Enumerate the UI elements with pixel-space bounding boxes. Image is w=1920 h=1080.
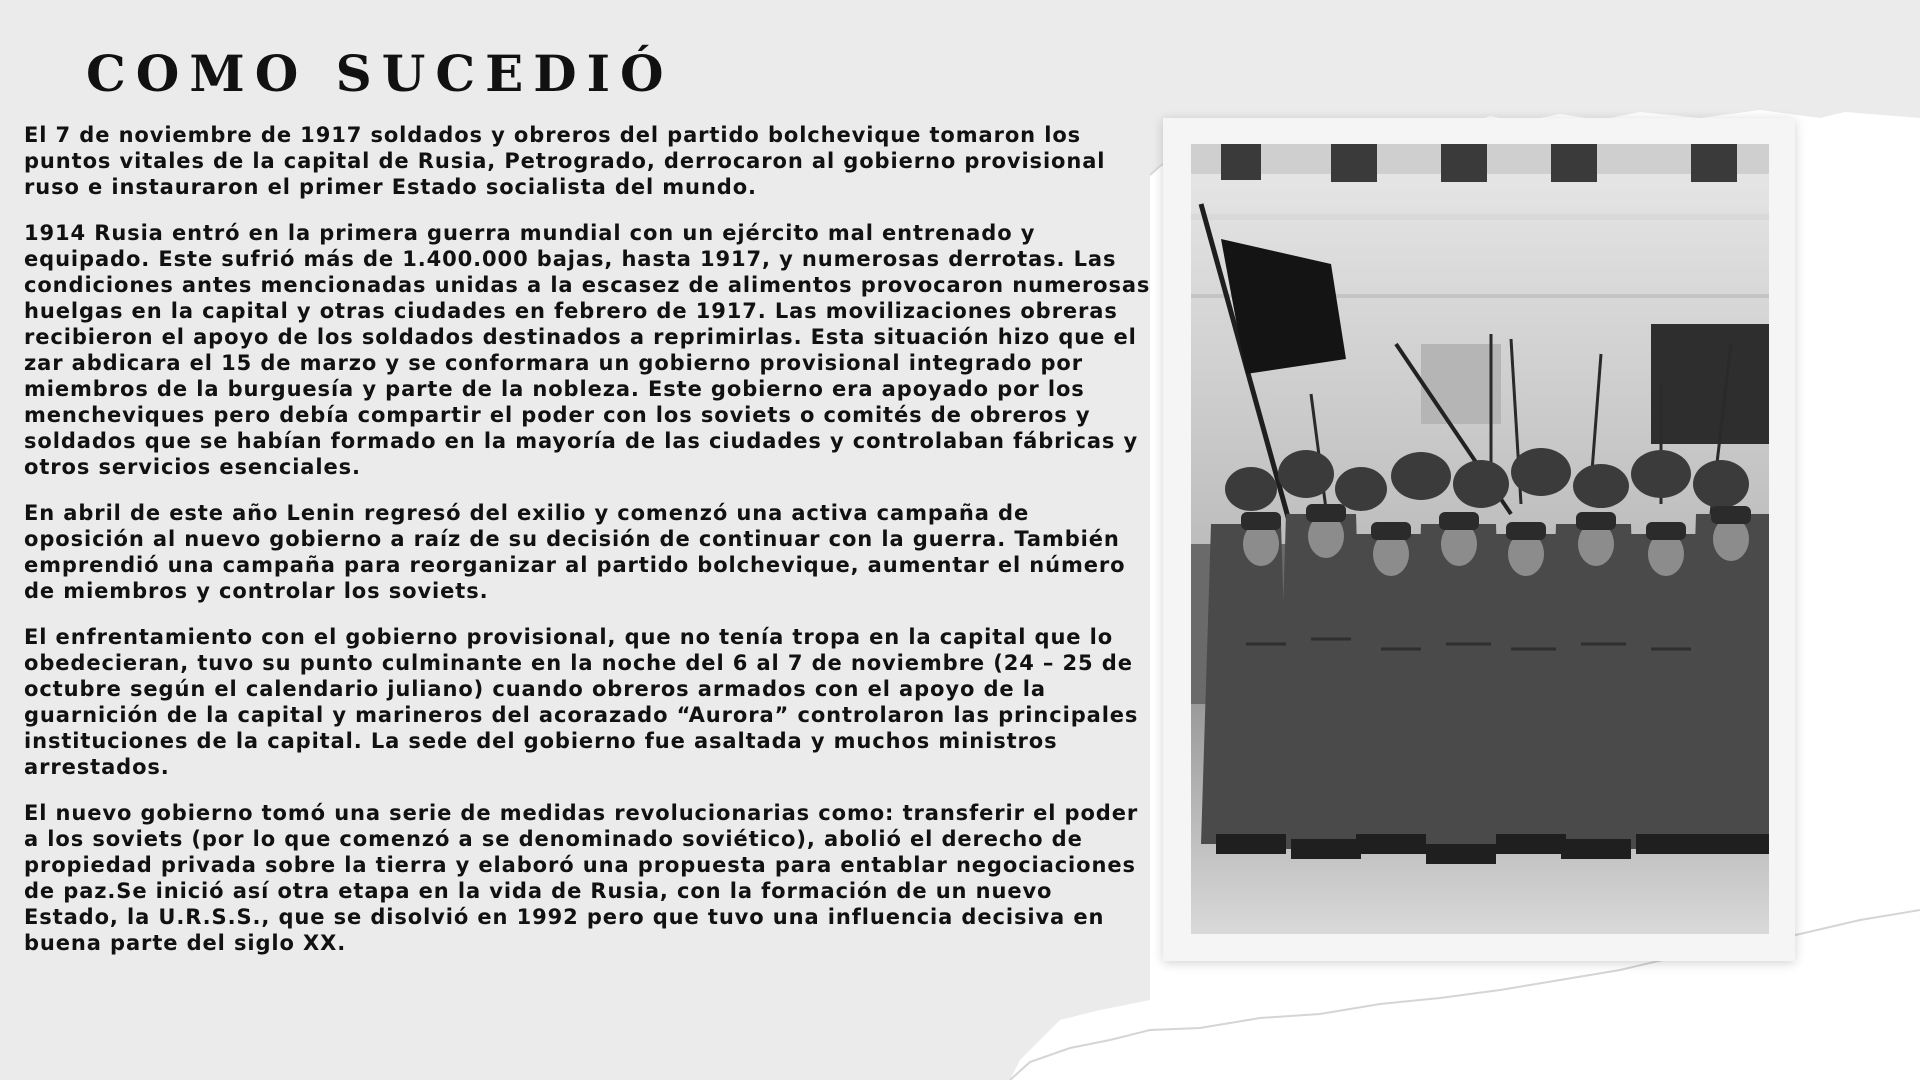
photo-frame (1163, 118, 1795, 961)
article-body (24, 122, 1154, 976)
revolution-soldiers-photo (1191, 144, 1769, 934)
page-title: COMO SUCEDIÓ (86, 44, 674, 103)
paragraph: 1914 Rusia entró en la primera guerra mundial con un ejército mal entrenado y equipado. Este sufrió más de 1.400.000 bajas, hasta 1917, y numerosas derrotas. Las condiciones antes mencionadas unidas a la escasez de alimentos provocaron numerosas huelgas en la capital y otras ciudades en febrero de 1917. Las movilizaciones obreras recibieron el apoyo de los soldados destinados a reprimirlas. Esta situación hizo que el zar abdicara el 15 de marzo y se conformara un gobierno provisional integrado por miembros de la burguesía y parte de la nobleza. Este gobierno era apoyado por los mencheviques pero debía compartir el poder con los soviets o comités de obreros y soldados que se habían formado en la mayoría de las ciudades y controlaban fábricas y otros servicios esenciales. (24, 221, 1151, 479)
paragraph: El enfrentamiento con el gobierno provisional, que no tenía tropa en la capital que lo obedecieran, tuvo su punto culminante en la noche del 6 al 7 de noviembre (24 – 25 de octubre según el calendario juliano) cuando obreros armados con el apoyo de la guarnición de la capital y marineros del acorazado “Aurora” controlaron las principales instituciones de la capital. La sede del gobierno fue asaltada y muchos ministros arrestados. (24, 625, 1139, 779)
paragraph: El 7 de noviembre de 1917 soldados y obreros del partido bolchevique tomaron los puntos vitales de la capital de Rusia, Petrogrado, derrocaron al gobierno provisional ruso e instauraron el primer Estado socialista del mundo. (24, 123, 1106, 199)
paragraph: El nuevo gobierno tomó una serie de medidas revolucionarias como: transferir el poder a los soviets (por lo que comenzó a se denominado soviético), abolió el derecho de propiedad privada sobre la tierra y elaboró una propuesta para entablar negociaciones de paz.Se inició así otra etapa en la vida de Rusia, con la formación de un nuevo Estado, la U.R.S.S., que se disolvió en 1992 pero que tuvo una influencia decisiva en buena parte del siglo XX. (24, 801, 1139, 955)
paragraph: En abril de este año Lenin regresó del exilio y comenzó una activa campaña de oposición al nuevo gobierno a raíz de su decisión de continuar con la guerra. También emprendió una campaña para reorganizar al partido bolchevique, aumentar el número de miembros y controlar los soviets. (24, 501, 1126, 603)
photo-illustration (1191, 144, 1769, 934)
